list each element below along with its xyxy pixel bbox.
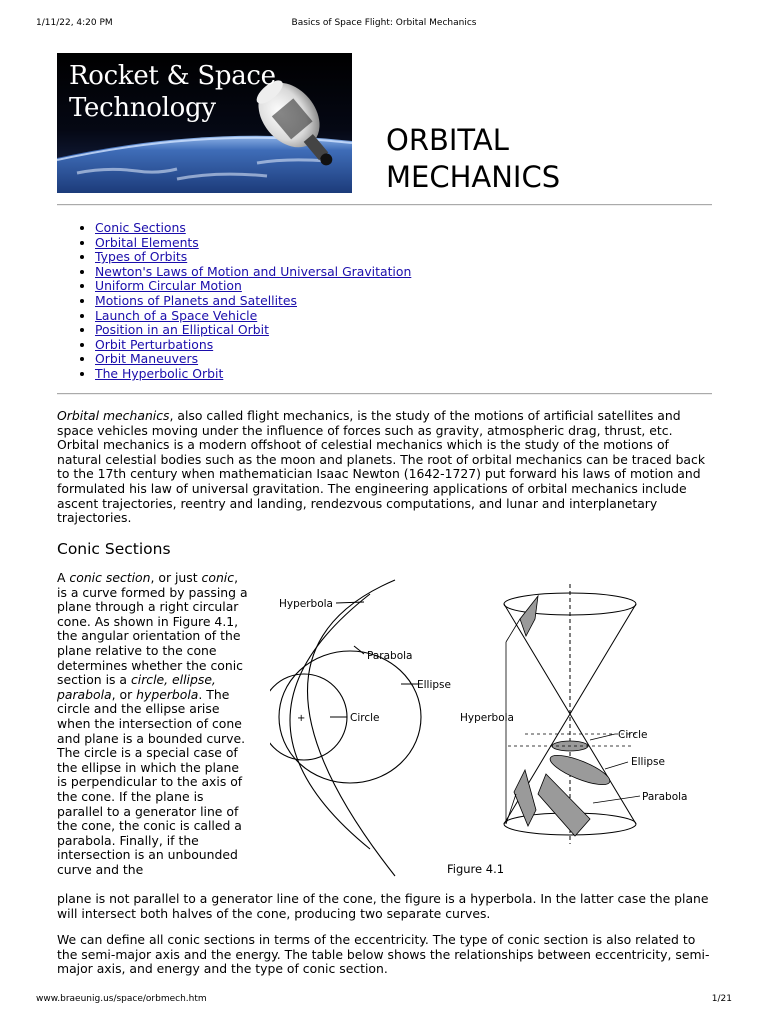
table-of-contents bbox=[78, 221, 411, 382]
label-ellipse-left: Ellipse bbox=[417, 679, 451, 691]
toc-item bbox=[95, 294, 411, 309]
intro-paragraph bbox=[57, 409, 712, 526]
term-conic-section: conic section bbox=[69, 570, 151, 585]
print-datetime: 1/11/22, 4:20 PM bbox=[36, 18, 113, 28]
conic-paragraph-column bbox=[57, 571, 249, 877]
toc-item bbox=[95, 367, 411, 382]
toc-item bbox=[95, 323, 411, 338]
toc-link-orbital-elements[interactable]: Orbital Elements bbox=[95, 234, 199, 250]
text-run: , or bbox=[111, 686, 137, 702]
intro-term: Orbital mechanics bbox=[57, 408, 170, 423]
print-footer bbox=[0, 990, 768, 1004]
section-heading-conic-sections: Conic Sections bbox=[57, 540, 171, 558]
divider bbox=[57, 393, 712, 395]
print-title: Basics of Space Flight: Orbital Mechanics bbox=[291, 18, 477, 28]
hyperbola-upper-section bbox=[520, 596, 538, 636]
hyperbola-curve bbox=[308, 580, 396, 876]
banner-image bbox=[57, 53, 352, 193]
toc-item bbox=[95, 221, 411, 236]
label-focus: + bbox=[297, 713, 306, 724]
text-run: , is a curve formed by passing a plane through a right circular cone. As shown in Figure 4.1, the angular orientation of the plane relative to the cone determines whether the conic section is a bbox=[57, 570, 248, 688]
label-hyperbola-left: Hyperbola bbox=[279, 598, 333, 610]
text-run: , or just bbox=[150, 570, 202, 585]
text-run: A bbox=[57, 570, 70, 585]
page-title-line2: MECHANICS bbox=[386, 160, 561, 194]
figure-caption: Figure 4.1 bbox=[447, 862, 505, 876]
toc-item bbox=[95, 338, 411, 353]
toc-link-types-of-orbits[interactable]: Types of Orbits bbox=[95, 249, 188, 265]
print-header bbox=[0, 14, 768, 28]
conic-sections-diagram bbox=[270, 574, 710, 884]
page-title-line1: ORBITAL bbox=[386, 123, 509, 157]
term-conic: conic bbox=[201, 570, 235, 585]
toc-item bbox=[95, 352, 411, 367]
toc-link-orbit-perturbations[interactable]: Orbit Perturbations bbox=[95, 336, 214, 352]
toc-item bbox=[95, 265, 411, 280]
text-run: . The circle and the ellipse arise when the intersection of cone and plane is a bounded curve. The circle is a special case of the ellipse in which the plane is perpendicular to the axis of the cone. If the plane is parallel to a generator line of the cone, the conic is called a parabola. Finally, if the intersection is an unbounded curve and the bbox=[57, 686, 246, 877]
parabola-section bbox=[538, 774, 590, 836]
toc-link-motions-planets-satellites[interactable]: Motions of Planets and Satellites bbox=[95, 292, 297, 308]
print-url: www.braeunig.us/space/orbmech.htm bbox=[36, 994, 207, 1004]
upper-cone-rim bbox=[504, 593, 636, 615]
label-parabola-right: Parabola bbox=[642, 791, 688, 803]
toc-item bbox=[95, 279, 411, 294]
label-hyperbola-right: Hyperbola bbox=[460, 712, 514, 724]
label-circle-left: Circle bbox=[350, 712, 380, 724]
toc-link-orbit-maneuvers[interactable]: Orbit Maneuvers bbox=[95, 351, 199, 367]
term-conic-types: circle, ellipse, parabola bbox=[57, 672, 216, 702]
toc-item bbox=[95, 250, 411, 265]
conic-paragraph-tail: plane is not parallel to a generator line of the cone, the figure is a hyperbola. In the latter case the plane will intersect both halves of the cone, producing two separate curves. bbox=[57, 891, 709, 921]
banner-title-line2: Technology bbox=[69, 93, 216, 123]
label-circle-right: Circle bbox=[618, 729, 648, 741]
eccentricity-paragraph: We can define all conic sections in terms of the eccentricity. The type of conic section is also related to the semi-major axis and the energy. The table below shows the relationships between eccentricity, semi-major axis, and energy and the type of conic section. bbox=[57, 932, 710, 977]
toc-link-hyperbolic-orbit[interactable]: The Hyperbolic Orbit bbox=[95, 365, 224, 381]
toc-item bbox=[95, 309, 411, 324]
page-title bbox=[386, 122, 560, 196]
intro-text: , also called flight mechanics, is the study of the motions of artificial satellites and space vehicles moving under the influence of forces such as gravity, atmospheric drag, thrust, etc. Orbital mechanics is a modern offshoot of celestial mechanics which is the study of the motions of natural celestial bodies such as the moon and planets. The root of orbital mechanics can be traced back to the 17th century when mathematician Isaac Newton (1642-1727) put forward his laws of motion and formulated his law of universal gravitation. The engineering applications of orbital mechanics include ascent trajectories, reentry and landing, rendezvous computations, and lunar and interplanetary trajectories. bbox=[57, 408, 706, 526]
toc-link-uniform-circular-motion[interactable]: Uniform Circular Motion bbox=[95, 278, 242, 294]
label-ellipse-right: Ellipse bbox=[631, 756, 665, 768]
toc-link-conic-sections[interactable]: Conic Sections bbox=[95, 220, 186, 235]
toc-item bbox=[95, 236, 411, 251]
banner-title-line1: Rocket & Space bbox=[69, 61, 276, 91]
toc-link-position-elliptical-orbit[interactable]: Position in an Elliptical Orbit bbox=[95, 322, 269, 338]
divider bbox=[57, 204, 712, 206]
toc-link-launch-space-vehicle[interactable]: Launch of a Space Vehicle bbox=[95, 307, 258, 323]
print-page-number: 1/21 bbox=[711, 994, 732, 1004]
label-parabola-left: Parabola bbox=[367, 650, 413, 662]
figure-conic-sections bbox=[270, 574, 710, 884]
term-hyperbola: hyperbola bbox=[136, 686, 199, 702]
toc-link-newtons-laws[interactable]: Newton's Laws of Motion and Universal Gravitation bbox=[95, 263, 412, 279]
